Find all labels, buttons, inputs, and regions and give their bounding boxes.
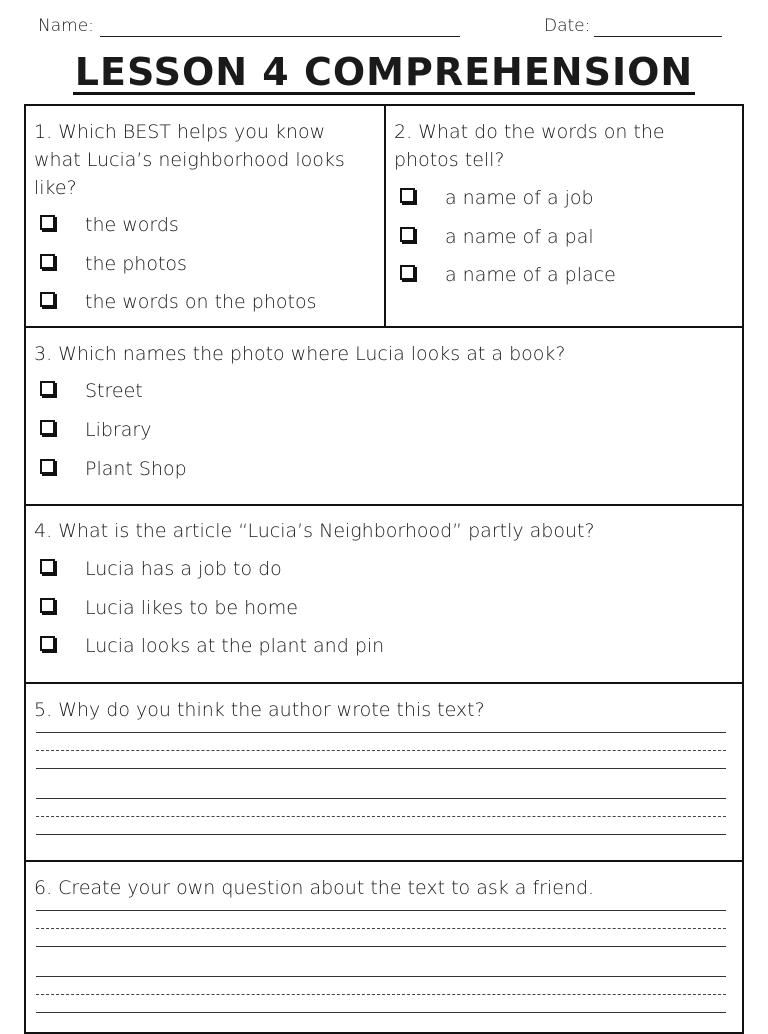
row-divider: [26, 326, 742, 328]
checkbox-icon[interactable]: [40, 215, 55, 230]
checkbox-icon[interactable]: [40, 598, 55, 613]
question-2: [394, 118, 734, 174]
name-write-line[interactable]: [100, 36, 460, 37]
checkbox-icon[interactable]: [400, 188, 415, 203]
checkbox-icon[interactable]: [40, 292, 55, 307]
checkbox-icon[interactable]: [40, 254, 55, 269]
question-3-text: 3. Which names the photo where Lucia looks at a book?: [34, 343, 566, 365]
question-1-option-2[interactable]: the photos: [40, 253, 187, 275]
question-2-text: 2. What do the words on the photos tell?: [394, 121, 665, 171]
checkbox-icon[interactable]: [40, 420, 55, 435]
question-3-option-3[interactable]: Plant Shop: [40, 458, 187, 480]
header-row: [38, 16, 724, 42]
question-5: [34, 696, 734, 724]
checkbox-icon[interactable]: [40, 459, 55, 474]
checkbox-icon[interactable]: [40, 559, 55, 574]
question-2-option-2[interactable]: a name of a pal: [400, 226, 594, 248]
question-4-option-3[interactable]: Lucia looks at the plant and pin: [40, 635, 384, 657]
date-label: Date:: [544, 16, 591, 36]
question-1: [34, 118, 374, 202]
question-4-text: 4. What is the article “Lucia’s Neighborhood” partly about?: [34, 520, 595, 542]
question-4: [34, 517, 734, 545]
question-5-text: 5. Why do you think the author wrote this text?: [34, 699, 485, 721]
question-3: [34, 340, 734, 368]
question-grid: [24, 104, 744, 1034]
column-divider: [384, 106, 386, 326]
checkbox-icon[interactable]: [400, 227, 415, 242]
question-2-option-1[interactable]: a name of a job: [400, 187, 594, 209]
worksheet-title-text: LESSON 4 COMPREHENSION: [74, 50, 694, 94]
question-1-option-1[interactable]: the words: [40, 214, 179, 236]
worksheet-title: [0, 52, 768, 95]
question-4-option-1[interactable]: Lucia has a job to do: [40, 558, 282, 580]
question-4-option-2[interactable]: Lucia likes to be home: [40, 597, 298, 619]
question-2-option-3[interactable]: a name of a place: [400, 264, 616, 286]
question-1-option-3[interactable]: the words on the photos: [40, 291, 317, 313]
row-divider: [26, 860, 742, 862]
row-divider: [26, 682, 742, 684]
question-1-text: 1. Which BEST helps you know what Lucia’s neighborhood looks like?: [34, 121, 345, 199]
question-6-text: 6. Create your own question about the text to ask a friend.: [34, 877, 595, 899]
question-3-option-2[interactable]: Library: [40, 419, 151, 441]
checkbox-icon[interactable]: [400, 265, 415, 280]
checkbox-icon[interactable]: [40, 636, 55, 651]
date-write-line[interactable]: [594, 36, 722, 37]
question-3-option-1[interactable]: Street: [40, 380, 143, 402]
row-divider: [26, 504, 742, 506]
checkbox-icon[interactable]: [40, 381, 55, 396]
name-label: Name:: [38, 16, 94, 36]
question-6: [34, 874, 734, 902]
